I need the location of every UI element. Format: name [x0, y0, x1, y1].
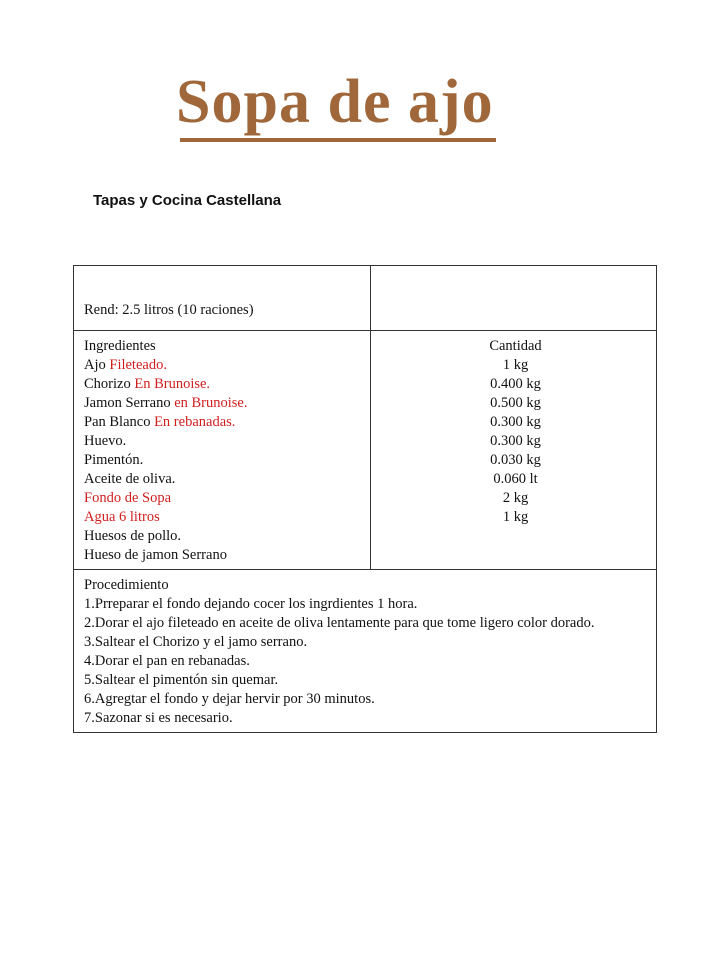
- ingredient-item: [84, 375, 364, 394]
- ingredient-note: Agua 6 litros: [84, 509, 160, 525]
- yield-cell: Rend: 2.5 litros (10 raciones): [74, 266, 371, 331]
- procedure-step: 6.Agregtar el fondo y dejar hervir por 30 minutos.: [84, 691, 375, 707]
- procedure-step: 3.Saltear el Chorizo y el jamo serrano.: [84, 634, 308, 650]
- ingredient-item: [84, 394, 364, 413]
- ingredient-name: Hueso de jamon Serrano: [84, 547, 227, 563]
- quantities-cell: [371, 331, 657, 570]
- ingredient-name: Chorizo: [84, 376, 135, 392]
- ingredients-list: [84, 356, 364, 565]
- ingredient-note: En Brunoise.: [134, 376, 211, 392]
- ingredient-name: Pan Blanco: [84, 414, 155, 430]
- procedure-step: 7.Sazonar si es necesario.: [84, 710, 233, 726]
- ingredient-item: [84, 489, 364, 508]
- ingredient-note: Fondo de Sopa: [84, 490, 171, 506]
- ingredient-name: Jamon Serrano: [84, 395, 175, 411]
- procedure-row: [74, 570, 657, 733]
- quantity-item: 1 kg: [502, 357, 529, 373]
- ingredient-name: Huevo.: [84, 433, 127, 449]
- quantity-item: 0.500 kg: [490, 395, 541, 411]
- ingredient-item: [84, 527, 364, 546]
- quantity-header: Cantidad: [489, 338, 542, 354]
- ingredient-note: Fileteado.: [109, 357, 167, 373]
- quantity-item: 0.060 lt: [493, 471, 538, 487]
- quantity-item: 0.300 kg: [490, 414, 541, 430]
- empty-cell: [371, 266, 657, 331]
- procedure-step: 2.Dorar el ajo fileteado en aceite de oliva lentamente para que tome ligero color dorado.: [84, 615, 595, 631]
- ingredient-name: Pimentón.: [84, 452, 144, 468]
- ingredients-cell: [74, 331, 371, 570]
- recipe-table: [73, 265, 657, 733]
- procedure-step: 1.Prreparar el fondo dejando cocer los ingrdientes 1 hora.: [84, 596, 418, 612]
- ingredient-item: [84, 413, 364, 432]
- yield-row: [74, 266, 657, 331]
- ingredients-header: Ingredientes: [84, 338, 156, 354]
- quantity-item: 0.300 kg: [490, 433, 541, 449]
- ingredient-item: [84, 451, 364, 470]
- ingredient-item: [84, 546, 364, 565]
- procedure-header: Procedimiento: [84, 577, 169, 593]
- procedure-step: 4.Dorar el pan en rebanadas.: [84, 653, 250, 669]
- quantities-list: [381, 356, 650, 527]
- quantity-item: 0.030 kg: [490, 452, 541, 468]
- recipe-title: Sopa de ajo: [176, 68, 494, 136]
- ingredients-row: [74, 331, 657, 570]
- ingredient-name: Aceite de oliva.: [84, 471, 176, 487]
- ingredient-note: En rebanadas.: [154, 414, 236, 430]
- procedure-step: 5.Saltear el pimentón sin quemar.: [84, 672, 279, 688]
- ingredient-name: Huesos de pollo.: [84, 528, 182, 544]
- ingredient-item: [84, 356, 364, 375]
- ingredient-item: [84, 470, 364, 489]
- quantity-item: 2 kg: [502, 490, 529, 506]
- ingredient-item: [84, 508, 364, 527]
- title-underline: [180, 138, 496, 142]
- quantity-item: 0.400 kg: [490, 376, 541, 392]
- ingredient-item: [84, 432, 364, 451]
- recipe-subtitle: Tapas y Cocina Castellana: [93, 192, 282, 209]
- procedure-list: [84, 595, 650, 728]
- ingredient-name: Ajo: [84, 357, 110, 373]
- procedure-cell: [74, 570, 657, 733]
- quantity-item: 1 kg: [502, 509, 529, 525]
- ingredient-note: en Brunoise.: [174, 395, 248, 411]
